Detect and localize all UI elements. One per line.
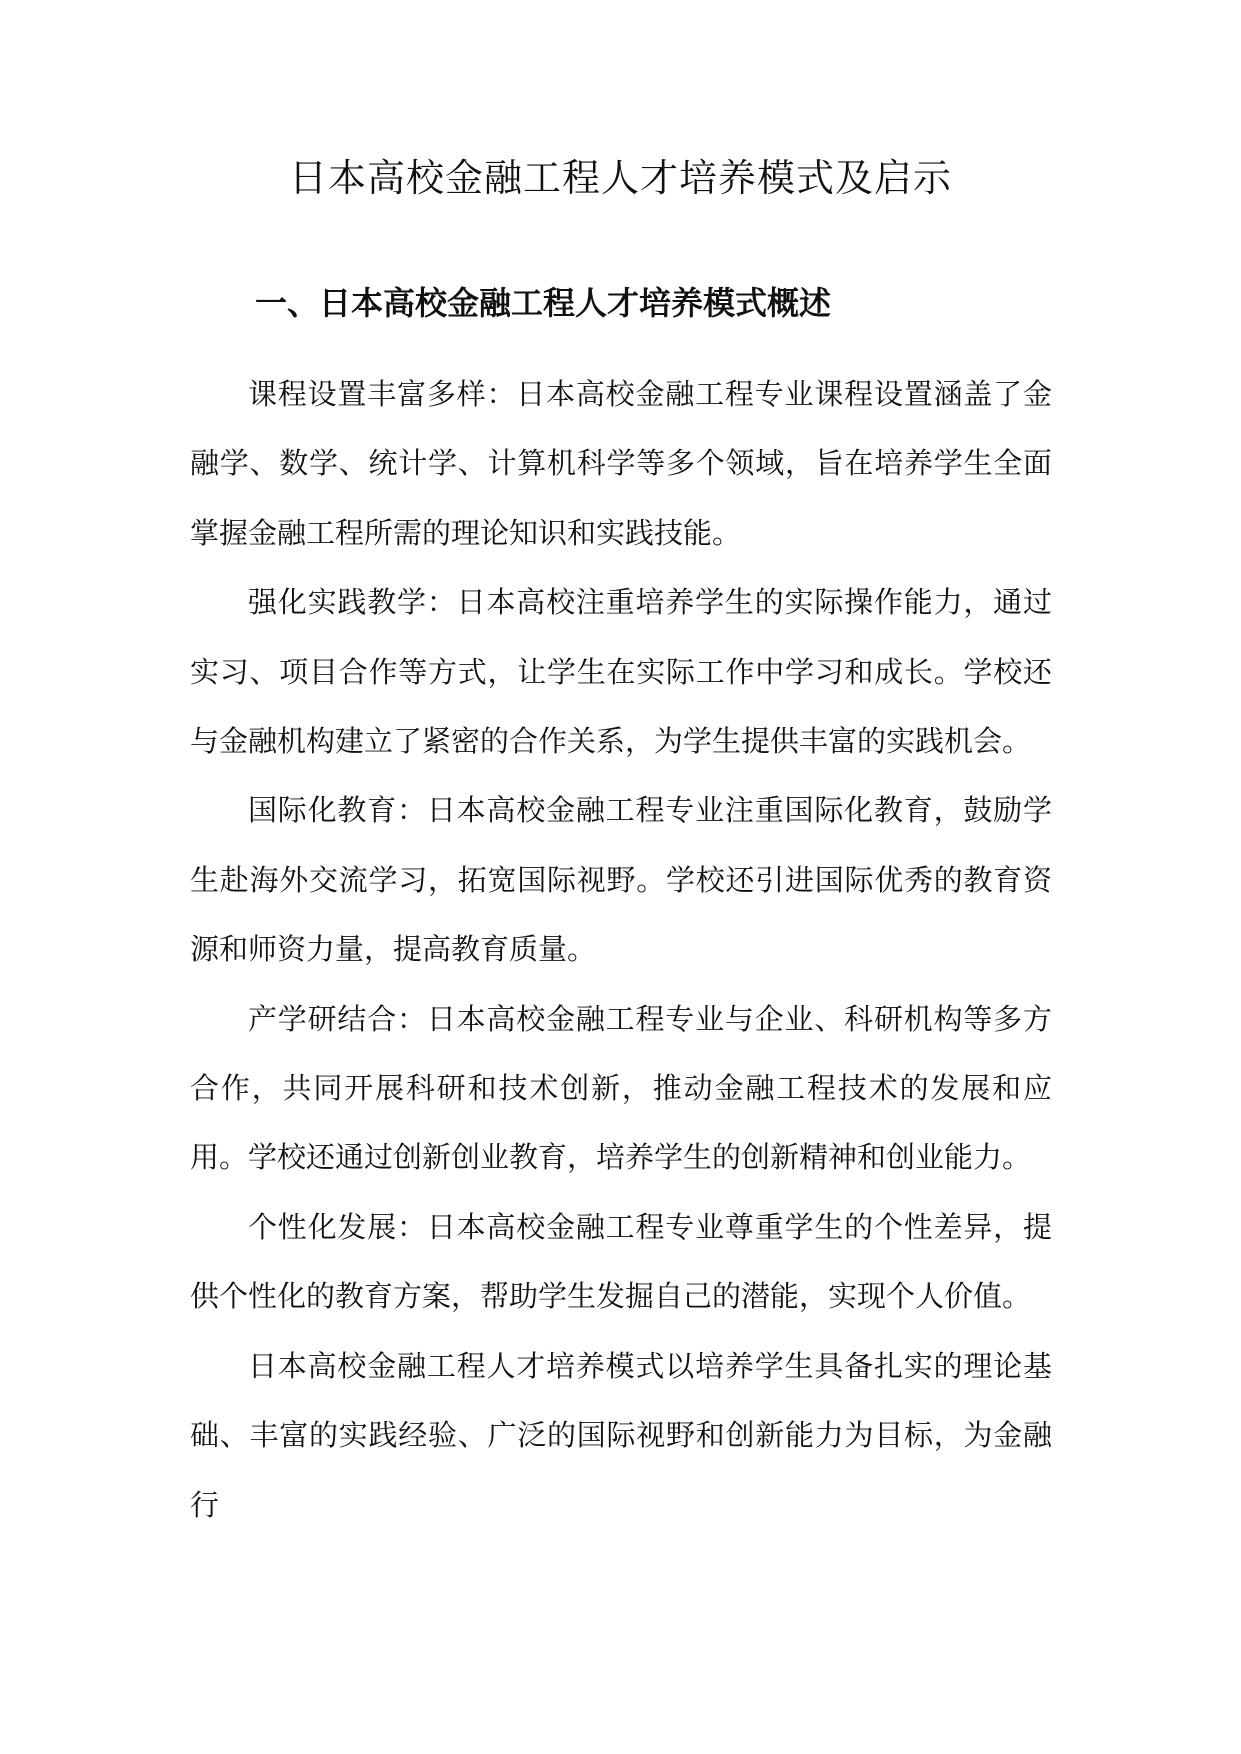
section-heading: 一、日本高校金融工程人才培养模式概述: [255, 284, 832, 322]
paragraph: 产学研结合：日本高校金融工程专业与企业、科研机构等多方合作，共同开展科研和技术创新，推动金融工程技术的发展和应用。学校还通过创新创业教育，培养学生的创新精神和创业能力。: [190, 1001, 1052, 1175]
paragraph: 强化实践教学：日本高校注重培养学生的实际操作能力，通过实习、项目合作等方式，让学生在实际工作中学习和成长。学校还与金融机构建立了紧密的合作关系，为学生提供丰富的实践机会。: [190, 585, 1052, 759]
paragraph: 课程设置丰富多样：日本高校金融工程专业课程设置涵盖了金融学、数学、统计学、计算机科学等多个领域，旨在培养学生全面掌握金融工程所需的理论知识和实践技能。: [190, 377, 1052, 550]
paragraph: 日本高校金融工程人才培养模式以培养学生具备扎实的理论基础、丰富的实践经验、广泛的国际视野和创新能力为目标，为金融行: [190, 1348, 1052, 1522]
document-title: 日本高校金融工程人才培养模式及启示: [288, 156, 952, 200]
paragraph: 个性化发展：日本高校金融工程专业尊重学生的个性差异，提供个性化的教育方案，帮助学生发掘自己的潜能，实现个人价值。: [190, 1209, 1052, 1314]
paragraph: 国际化教育：日本高校金融工程专业注重国际化教育，鼓励学生赴海外交流学习，拓宽国际视野。学校还引进国际优秀的教育资源和师资力量，提高教育质量。: [190, 793, 1052, 967]
document-body: [190, 360, 1052, 1540]
